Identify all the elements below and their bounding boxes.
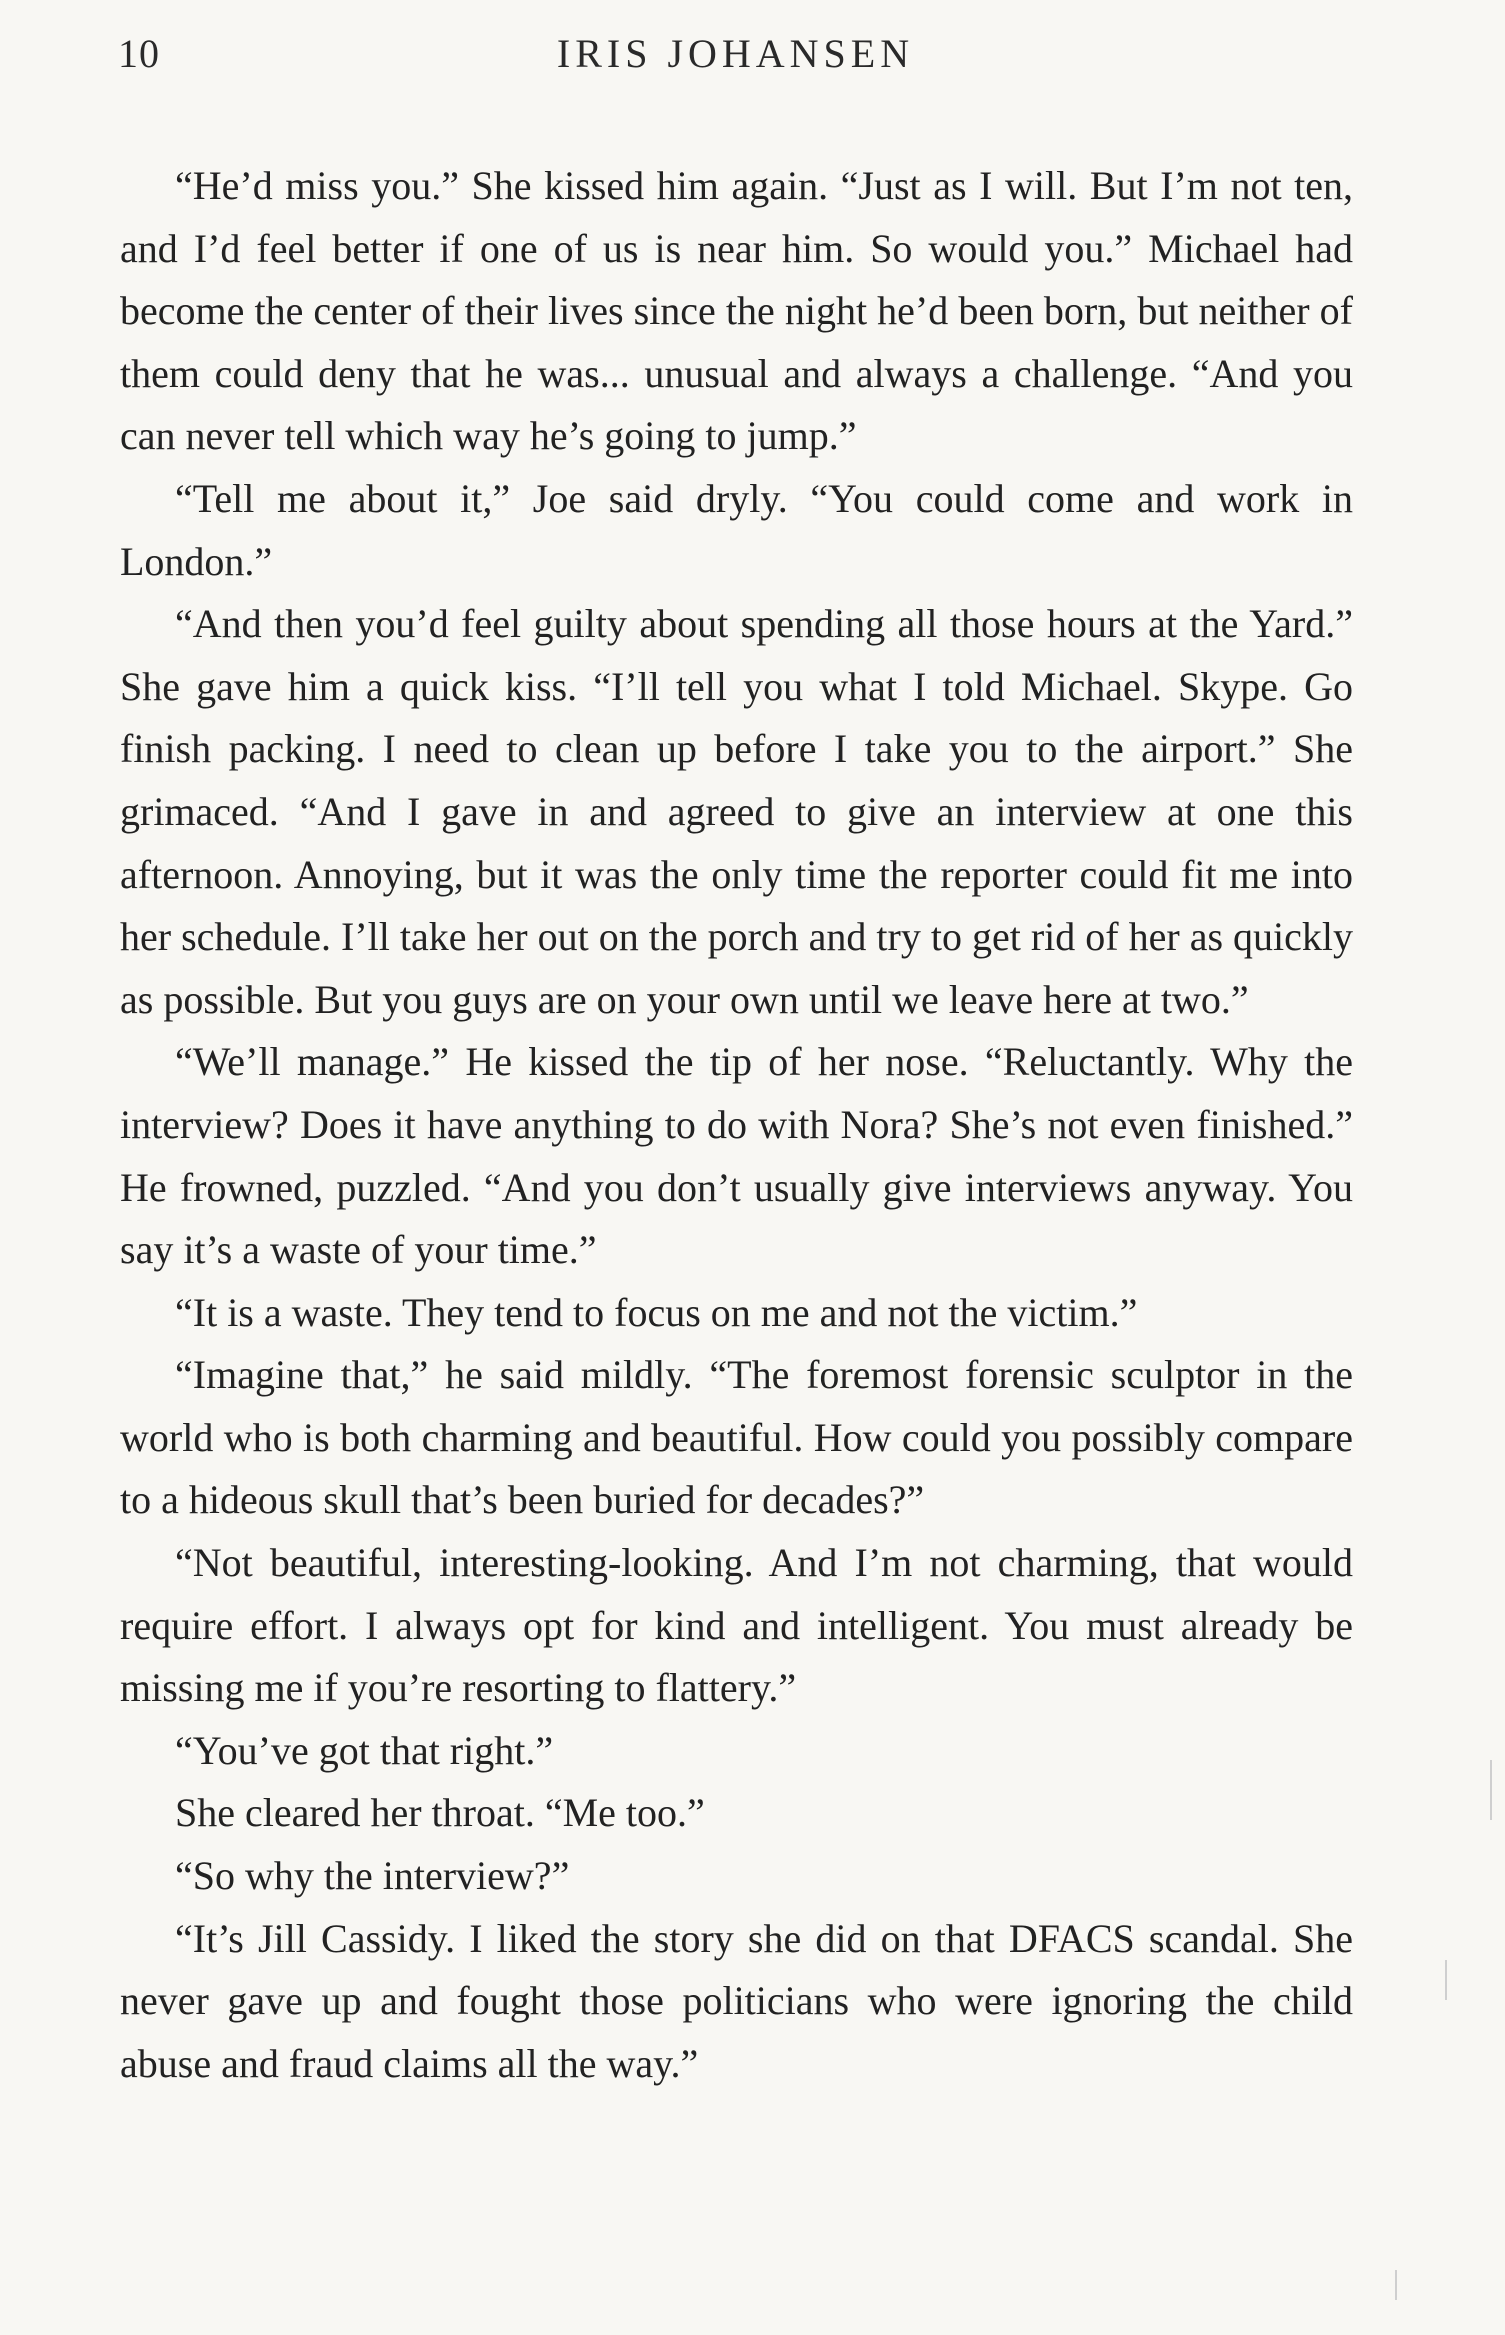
page-number: 10 xyxy=(118,31,160,76)
paragraph: She cleared her throat. “Me too.” xyxy=(175,1790,705,1836)
paragraph: “Tell me about it,” Joe said dryly. “You could come and work in London.” xyxy=(120,475,1353,584)
paragraph: “He’d miss you.” She kissed him again. “Just as I will. But I’m not ten, and I’d feel better if one of us is near him. So would you.” Michael had become the center of their lives since the night he’d been born, but neither of them could deny that he was... unusual and always a challenge. “And you can never tell which way he’s going to jump.” xyxy=(120,163,1353,459)
paragraph: “So why the interview?” xyxy=(175,1853,570,1899)
paragraph: “Imagine that,” he said mildly. “The foremost forensic sculptor in the world who is both charming and beautiful. How could you possibly compare to a hideous skull that’s been buried for decades?” xyxy=(120,1352,1353,1523)
paragraph: “We’ll manage.” He kissed the tip of her nose. “Reluctantly. Why the interview? Does it have anything to do with Nora? She’s not even finished.” He frowned, puzzled. “And you don’t usually give interviews anyway. You say it’s a waste of your time.” xyxy=(120,1039,1353,1273)
paragraph: “And then you’d feel guilty about spending all those hours at the Yard.” She gave him a quick kiss. “I’ll tell you what I told Michael. Skype. Go finish packing. I need to clean up before I take you to the airport.” She grimaced. “And I gave in and agreed to give an interview at one this afternoon. Annoying, but it was the only time the reporter could fit me into her schedule. I’ll take her out on the porch and try to get rid of her as quickly as possible. But you guys are on your own until we leave here at two.” xyxy=(120,601,1353,1022)
scan-mark xyxy=(1490,1760,1492,1820)
paragraph: “You’ve got that right.” xyxy=(175,1727,554,1773)
paragraph: “It is a waste. They tend to focus on me and not the victim.” xyxy=(175,1289,1138,1335)
body-text xyxy=(120,155,1353,2095)
paragraph: “Not beautiful, interesting-looking. And I’m not charming, that would require effort. I always opt for kind and intelligent. You must already be missing me if you’re resorting to flattery.” xyxy=(120,1540,1353,1711)
scan-mark xyxy=(1395,2270,1397,2300)
running-head: IRIS JOHANSEN xyxy=(556,31,915,76)
paragraph: “It’s Jill Cassidy. I liked the story she did on that DFACS scandal. She never gave up and fought those politicians who were ignoring the child abuse and fraud claims all the way.” xyxy=(120,1915,1353,2086)
scan-mark xyxy=(1445,1960,1447,2000)
page-header xyxy=(118,30,1353,90)
